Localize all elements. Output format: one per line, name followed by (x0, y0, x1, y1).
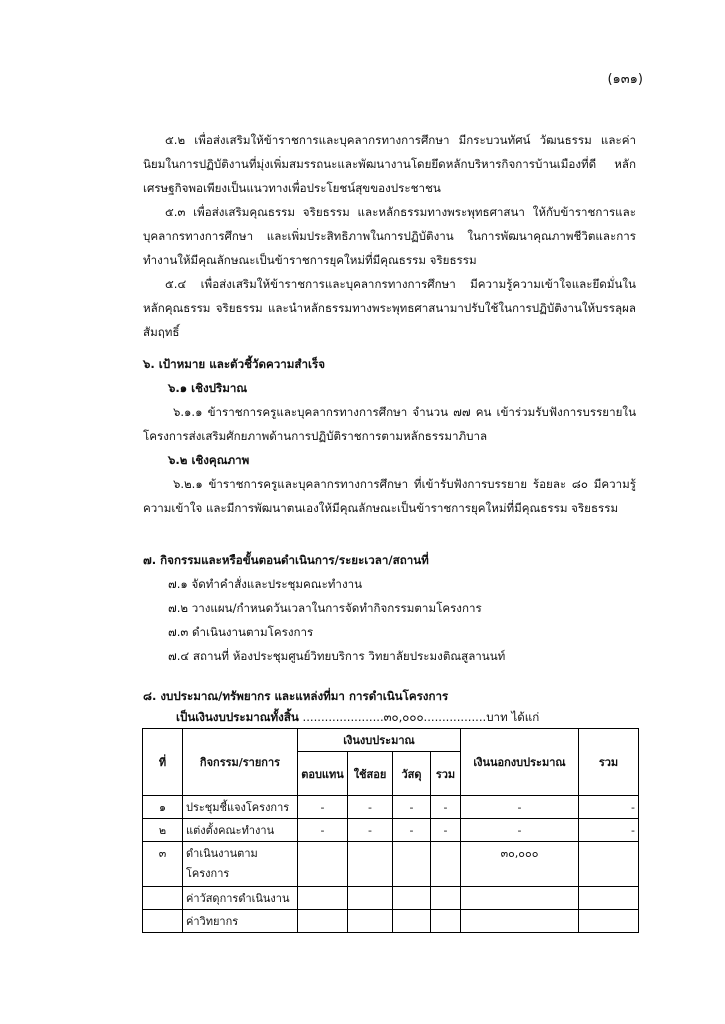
cell-off-budget (461, 887, 579, 910)
section-7-item-1: ๗.๑ จัดทำคำสั่งและประชุมคณะทำงาน (168, 577, 363, 591)
header-reward: ตอบแทน (298, 752, 348, 796)
section-8-heading: ๘. งบประมาณ/ทรัพยากร และแหล่งที่มา การดำเนินโครงการ (143, 689, 449, 703)
cell-reward (298, 887, 348, 910)
cell-material (393, 842, 431, 887)
section-6-1-heading: ๖.๑ เชิงปริมาณ (168, 381, 248, 395)
cell-total (431, 842, 461, 887)
budget-total-dots-after: ................. (423, 710, 487, 724)
cell-reward (298, 842, 348, 887)
section-6-1-1 (143, 400, 636, 448)
cell-reward: - (298, 819, 348, 842)
header-use: ใช้สอย (348, 752, 393, 796)
table-row (143, 910, 639, 933)
cell-use (348, 842, 393, 887)
cell-off-budget: ๓๐,๐๐๐ (461, 842, 579, 887)
cell-total (431, 887, 461, 910)
cell-total: - (431, 819, 461, 842)
cell-use: - (348, 819, 393, 842)
cell-off-budget: - (461, 819, 579, 842)
page-number: (๑๓๑) (607, 72, 643, 87)
table-row (143, 796, 639, 819)
cell-off-budget: - (461, 796, 579, 819)
section-6-1-1-text: ๖.๑.๑ ข้าราชการครูและบุคลากรทางการศึกษา จำนวน ๗๗ คน เข้าร่วมรับฟังการบรรยายในโครงการส่งเสริมศักยภาพด้านการปฏิบัติราชการตามหลักธรรมาภิบาล (143, 405, 636, 443)
section-6-2-1-text: ๖.๒.๑ ข้าราชการครูและบุคลากรทางการศึกษา ที่เข้ารับฟังการบรรยาย ร้อยละ ๘๐ มีความรู้ความเข้าใจ และมีการพัฒนาตนเองให้มีคุณลักษณะเป็นข้าราชการยุคใหม่ที่มีคุณธรรม จริยธรรม (143, 477, 636, 515)
section-6-heading: ๖. เป้าหมาย และตัวชี้วัดความสำเร็จ (143, 357, 325, 371)
budget-table (142, 728, 639, 933)
cell-use: - (348, 796, 393, 819)
budget-total-line (176, 705, 539, 729)
table-row (143, 887, 639, 910)
cell-use (348, 910, 393, 933)
section-7-heading: ๗. กิจกรรมและหรือขั้นตอนดำเนินการ/ระยะเวลา/สถานที่ (143, 553, 429, 567)
section-7-item-4: ๗.๔ สถานที่ ห้องประชุมศูนย์วิทยบริการ วิทยาลัยประมงติณสูลานนท์ (168, 649, 506, 663)
header-off-budget: เงินนอกงบประมาณ (461, 729, 579, 796)
objective-5-3 (143, 200, 636, 272)
cell-activity: แต่งตั้งคณะทำงาน (183, 819, 298, 842)
objective-5-2 (143, 128, 636, 200)
cell-no (143, 887, 183, 910)
cell-activity: ค่าวัสดุการดำเนินงาน (183, 887, 298, 910)
cell-grand-total (579, 887, 639, 910)
cell-activity: ดำเนินงานตามโครงการ (183, 842, 298, 887)
cell-off-budget (461, 910, 579, 933)
cell-grand-total (579, 910, 639, 933)
cell-grand-total: - (579, 796, 639, 819)
cell-no: ๒ (143, 819, 183, 842)
cell-activity: ประชุมชี้แจงโครงการ (183, 796, 298, 819)
cell-use (348, 887, 393, 910)
table-row (143, 819, 639, 842)
cell-grand-total: - (579, 819, 639, 842)
cell-activity: ค่าวิทยากร (183, 910, 298, 933)
section-6-2-1 (143, 472, 636, 520)
cell-grand-total (579, 842, 639, 887)
cell-material: - (393, 796, 431, 819)
cell-no: ๑ (143, 796, 183, 819)
objective-5-4-text: ๕.๔ เพื่อส่งเสริมให้ข้าราชการและบุคลากรทางการศึกษา มีความรู้ความเข้าใจและยึดมั่นในหลักคุณธรรม จริยธรรม และนำหลักธรรมทางพระพุทธศาสนามาปรับใช้ในการปฏิบัติงานให้บรรลุผลสัมฤทธิ์ (143, 277, 636, 339)
section-7-item-2: ๗.๒ วางแผน/กำหนดวันเวลาในการจัดทำกิจกรรมตามโครงการ (168, 601, 482, 615)
objective-5-4 (143, 272, 636, 344)
section-7-item-3: ๗.๓ ดำเนินงานตามโครงการ (168, 625, 314, 639)
budget-total-label: เป็นเงินงบประมาณทั้งสิ้น (176, 710, 299, 724)
table-row (143, 842, 639, 887)
cell-material (393, 910, 431, 933)
section-6-2-heading: ๖.๒ เชิงคุณภาพ (168, 453, 250, 467)
cell-material: - (393, 819, 431, 842)
budget-total-amount: ๓๐,๐๐๐ (383, 710, 424, 724)
cell-material (393, 887, 431, 910)
cell-no (143, 910, 183, 933)
budget-total-unit: บาท ได้แก่ (486, 710, 540, 724)
objective-5-3-text: ๕.๓ เพื่อส่งเสริมคุณธรรม จริยธรรม และหลักธรรมทางพระพุทธศาสนา ให้กับข้าราชการและบุคลากรทางการศึกษา และเพิ่มประสิทธิภาพในการปฏิบัติงาน ในการพัฒนาคุณภาพชีวิตและการทำงานให้มีคุณลักษณะเป็นข้าราชการยุคใหม่ที่มีคุณธรรม จริยธรรม (143, 205, 636, 267)
header-grand-total: รวม (579, 729, 639, 796)
objective-5-2-text: ๕.๒ เพื่อส่งเสริมให้ข้าราชการและบุคลากรทางการศึกษา มีกระบวนทัศน์ วัฒนธรรม และค่านิยมในการปฏิบัติงานที่มุ่งเพิ่มสมรรถนะและพัฒนางานโดยยึดหลักบริหารกิจการบ้านเมืองที่ดี หลักเศรษฐกิจพอเพียงเป็นแนวทางเพื่อประโยชน์สุขของประชาชน (143, 133, 636, 195)
header-material: วัสดุ (393, 752, 431, 796)
cell-total: - (431, 796, 461, 819)
header-budget: เงินงบประมาณ (298, 729, 461, 752)
budget-total-dots-before: ...................... (302, 710, 384, 724)
cell-no: ๓ (143, 842, 183, 887)
cell-reward (298, 910, 348, 933)
header-activity: กิจกรรม/รายการ (183, 729, 298, 796)
cell-reward: - (298, 796, 348, 819)
cell-total (431, 910, 461, 933)
header-no: ที่ (143, 729, 183, 796)
header-total: รวม (431, 752, 461, 796)
